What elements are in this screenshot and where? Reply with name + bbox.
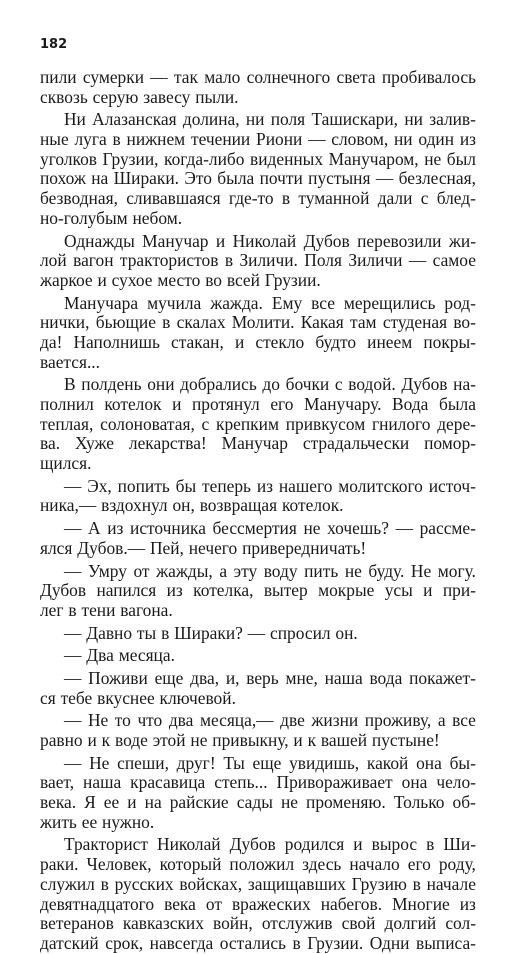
- text-line: Однажды Манучар и Николай Дубов перевозили жи-: [64, 231, 476, 251]
- text-line: ялся Дубов.— Пей, нечего привередничать!: [40, 538, 367, 558]
- text-line: — Поживи еще два, и, верь мне, наша вода покажет-: [64, 668, 476, 688]
- text-line: равно и к воде этой не привыкну, и к вашей пустыне!: [40, 731, 440, 750]
- text-line: — Умру от жажды, а эту воду пить не буду. Не могу.: [64, 561, 476, 581]
- text-line: жить ее нужно.: [40, 812, 155, 832]
- text-line: лой вагон трактористов в Зиличи. Поля Зиличи — самое: [40, 251, 476, 271]
- text-line: полнил котелок и протянул его Манучару. Вода была: [40, 395, 476, 414]
- text-line: лег в тени вагона.: [40, 600, 173, 620]
- text-line: похож на Шираки. Это была почти пустыня — безлесная,: [40, 169, 476, 189]
- text-line: ника,— вздохнул он, возвращая котелок.: [40, 496, 344, 516]
- text-line: нички, бьющие в скалах Молити. Какая там студеная во-: [40, 313, 476, 333]
- body-text: [40, 68, 476, 954]
- text-line: В полдень они добрались до бочки с водой. Дубов на-: [64, 375, 476, 395]
- text-line: ва. Хуже лекарства! Манучар страдальчески помор-: [40, 434, 476, 454]
- text-line: ные луга в нижнем течении Риони — словом, ни один из: [40, 130, 476, 150]
- text-line: — Давно ты в Шираки? — спросил он.: [64, 623, 358, 643]
- text-line: девятнадцатого века от вражеских набегов. Многие из: [40, 894, 476, 914]
- text-line: Манучара мучила жажда. Ему все мерещились род-: [64, 293, 476, 313]
- text-line: да! Наполнишь стакан, и стекло будто инеем покры-: [40, 332, 476, 352]
- text-line: раки. Человек, который положил здесь начало его роду,: [40, 855, 476, 875]
- text-line: пили сумерки — так мало солнечного света пробивалось: [40, 68, 476, 87]
- text-line: Тракторист Николай Дубов родился и вырос в Ши-: [64, 835, 476, 855]
- text-line: ветеранов кавказских войн, отслужив свой долгий сол-: [40, 914, 476, 934]
- text-line: жаркое и сухое место во всей Грузии.: [40, 270, 321, 290]
- text-line: служил в русских войсках, защищавших Грузию в начале: [40, 874, 476, 894]
- page-number: 182: [40, 37, 68, 52]
- text-line: — Два месяца.: [64, 646, 175, 666]
- text-line: уголков Грузии, когда-либо виденных Манучаром, не был: [40, 149, 476, 169]
- text-line: безводная, сливавшаяся где-то в туманной дали с блед-: [40, 189, 476, 209]
- text-line: вает, наша красавица степь... Привораживает она чело-: [40, 773, 476, 793]
- text-line: века. Я ее и на райские сады не променяю. Только об-: [40, 793, 476, 813]
- text-line: — А из источника бессмертия не хочешь? — рассме-: [64, 519, 476, 539]
- text-line: Дубов напился из котелка, вытер мокрые усы и при-: [40, 581, 476, 601]
- text-line: датский срок, навсегда остались в Грузии. Одни выписа-: [40, 933, 476, 953]
- text-line: сквозь серую завесу пыли.: [40, 87, 239, 107]
- text-line: ся тебе вкуснее ключевой.: [40, 688, 236, 708]
- text-line: — Эх, попить бы теперь из нашего молитского источ-: [64, 476, 476, 496]
- text-line: Ни Алазанская долина, ни поля Ташискари, ни залив-: [64, 110, 476, 130]
- text-line: щился.: [40, 454, 92, 474]
- text-line: — Не то что два месяца,— две жизни проживу, а все: [64, 711, 476, 731]
- text-line: вается...: [40, 352, 100, 372]
- text-line: — Не спеши, друг! Ты еще увидишь, какой она бы-: [64, 753, 476, 773]
- text-line: но-голубым небом.: [40, 208, 183, 228]
- text-line: теплая, солоноватая, с крепким привкусом гнилого дере-: [40, 414, 476, 434]
